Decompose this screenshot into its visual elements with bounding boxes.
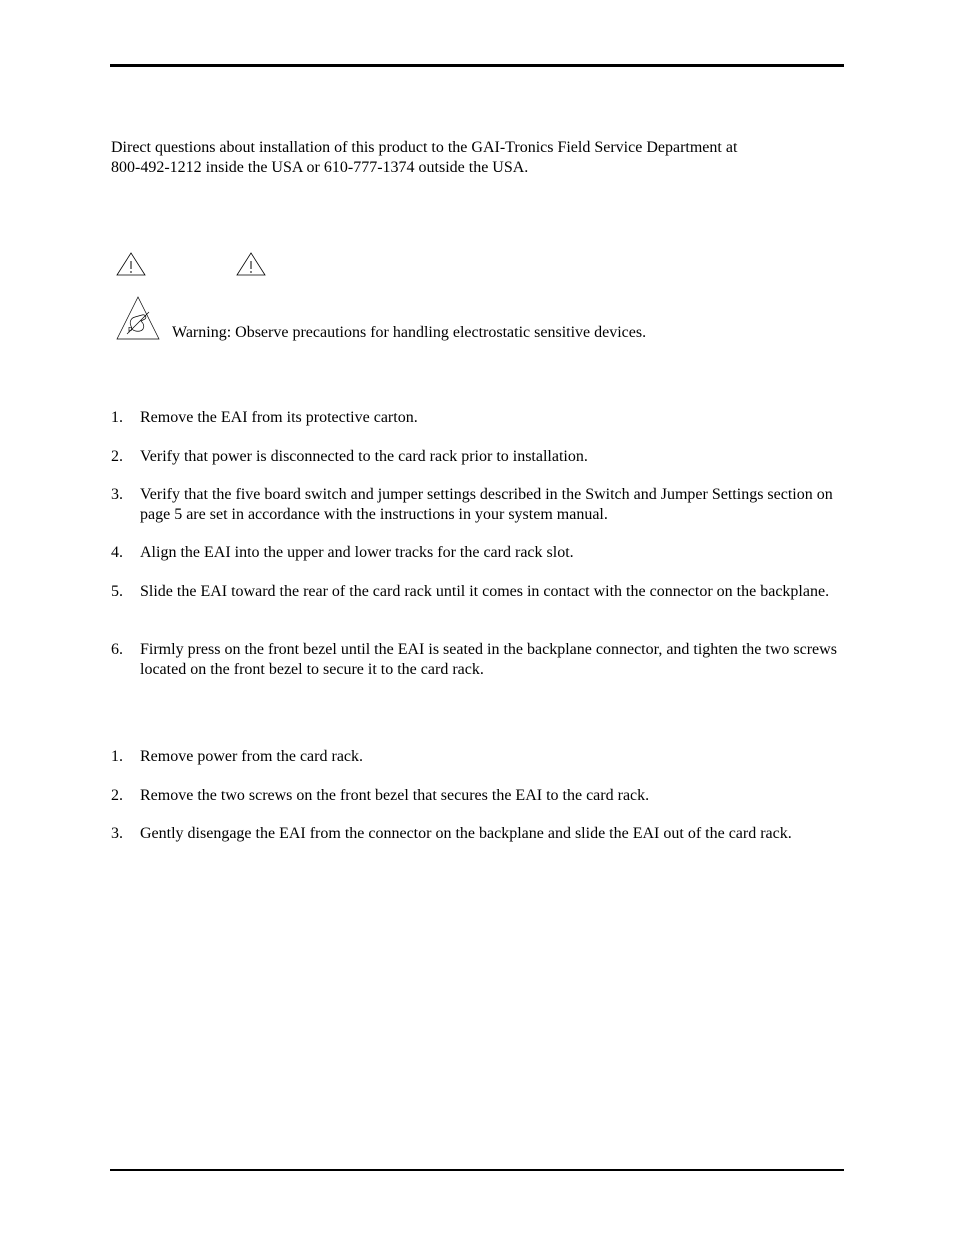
intro-line-1: Direct questions about installation of this product to the GAI-Tronics Field Service Department at [111, 139, 738, 156]
step-text: Verify that the five board switch and jumper settings described in the Switch and Jumper Settings section on page 5 are set in accordance with the instructions in your system manual. [140, 486, 833, 523]
footer-rule [110, 1169, 844, 1171]
esd-warning-icon [115, 296, 161, 340]
step-text: Remove the two screws on the front bezel that secures the EAI to the card rack. [140, 787, 650, 804]
step-number: 2. [111, 448, 123, 465]
step-number: 1. [111, 409, 123, 426]
step-text: Slide the EAI toward the rear of the card rack until it comes in contact with the connector on the backplane. [140, 583, 830, 600]
list-item [111, 447, 846, 467]
intro-line-2: 800-492-1212 inside the USA or 610-777-1374 outside the USA. [111, 159, 529, 176]
list-item [111, 824, 846, 844]
list-item [111, 408, 846, 428]
step-number: 4. [111, 544, 123, 561]
step-text: Verify that power is disconnected to the card rack prior to installation. [140, 448, 588, 465]
step-number: 3. [111, 486, 123, 503]
step-text: Gently disengage the EAI from the connector on the backplane and slide the EAI out of the card rack. [140, 825, 792, 842]
list-item [111, 640, 846, 680]
step-number: 5. [111, 583, 123, 600]
list-item [111, 582, 846, 602]
list-item [111, 543, 846, 563]
step-number: 6. [111, 641, 123, 658]
step-text: Firmly press on the front bezel until the EAI is seated in the backplane connector, and tighten the two screws located on the front bezel to secure it to the card rack. [140, 641, 837, 678]
step-text: Remove power from the card rack. [140, 748, 364, 765]
list-item [111, 485, 846, 525]
intro-paragraph [111, 138, 841, 178]
step-number: 1. [111, 748, 123, 765]
caution-triangle-icon [236, 252, 266, 276]
list-item [111, 747, 846, 767]
header-rule [110, 64, 844, 67]
svg-text:p: p [128, 325, 133, 333]
caution-triangle-icon [116, 252, 146, 276]
esd-warning-text: Warning: Observe precautions for handling electrostatic sensitive devices. [172, 324, 647, 341]
step-number: 3. [111, 825, 123, 842]
list-item [111, 786, 846, 806]
step-number: 2. [111, 787, 123, 804]
step-text: Remove the EAI from its protective carton. [140, 409, 418, 426]
step-text: Align the EAI into the upper and lower tracks for the card rack slot. [140, 544, 574, 561]
